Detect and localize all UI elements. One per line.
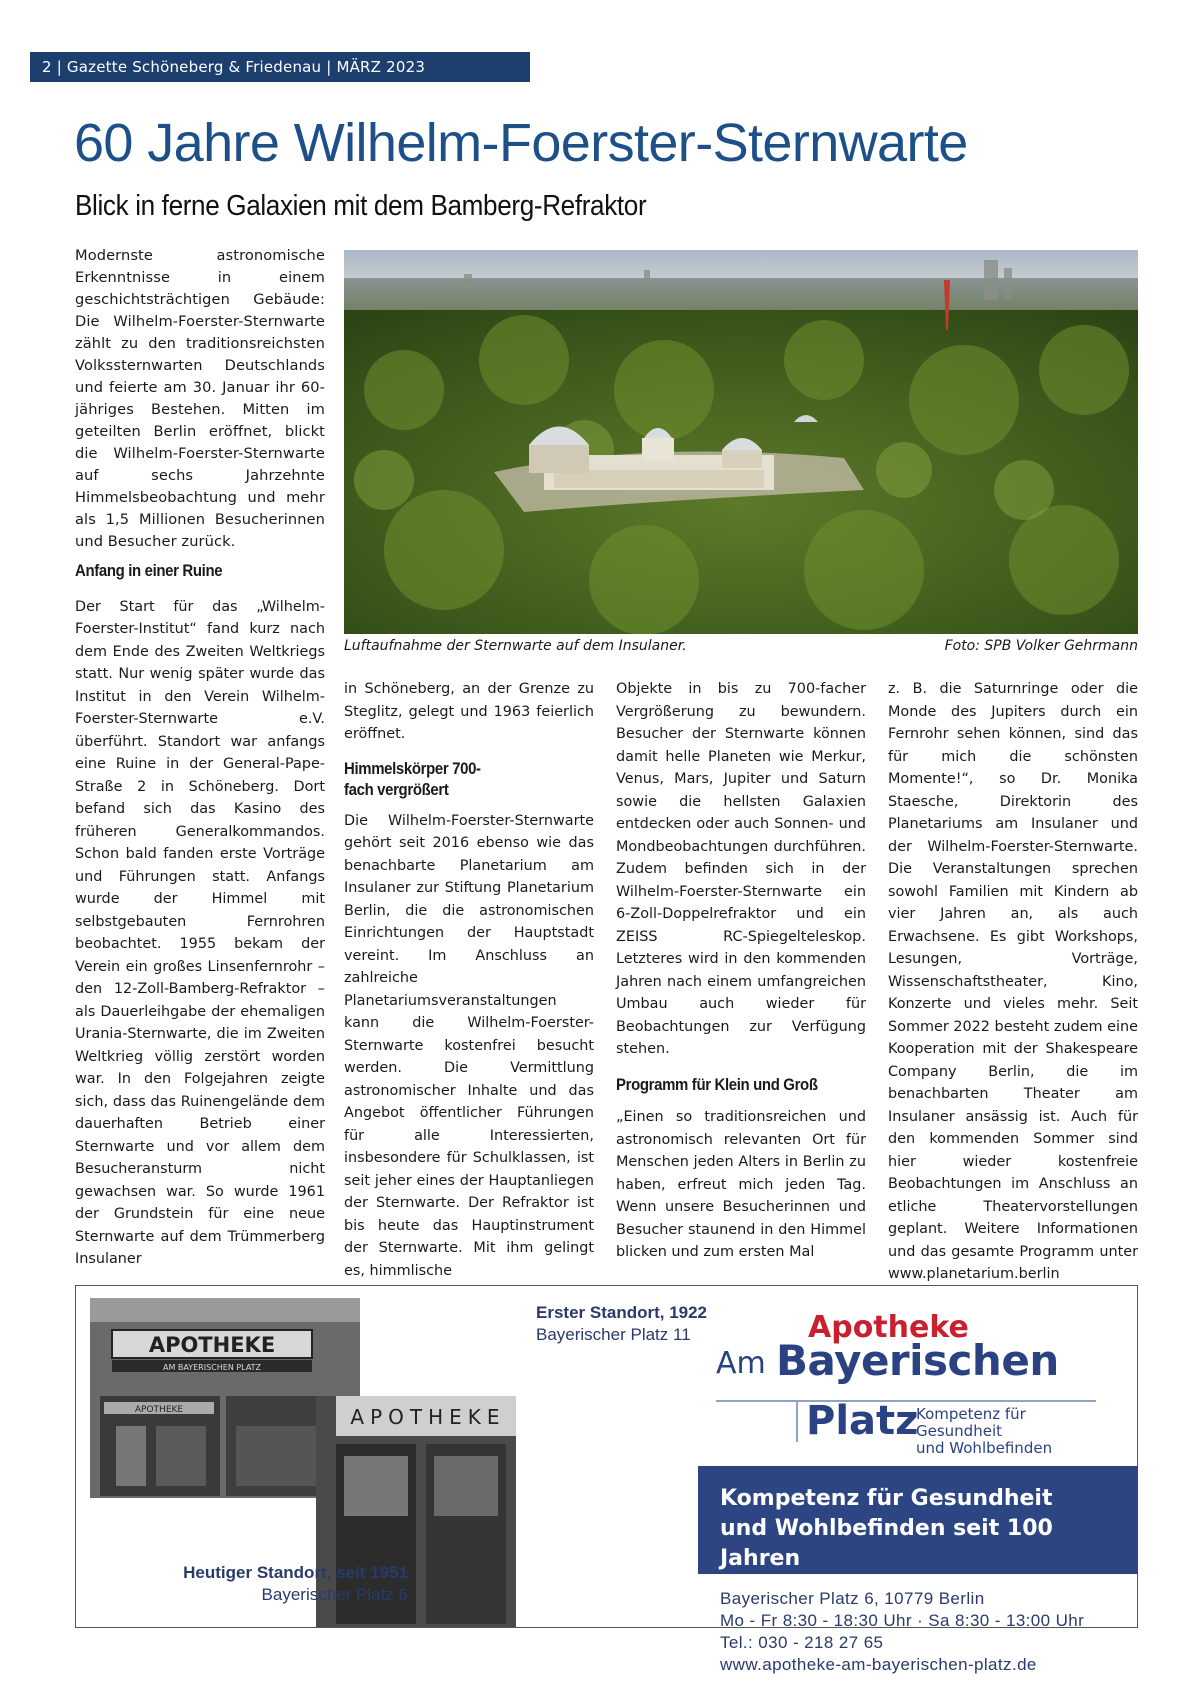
- logo-am: Am: [716, 1346, 766, 1381]
- old-sign-text: APOTHEKE: [148, 1333, 276, 1357]
- ad-phone: Tel.: 030 - 218 27 65: [720, 1633, 884, 1652]
- column-2-text-b: Die Wilhelm-Foerster-Sternwarte gehört seit 2016 ebenso wie das benachbarte Planetarium am Insulaner zur Stiftung Planetarium Berlin, die die astronomischen Einrichtungen der Hauptstadt vereint. Im Anschluss an zahlreiche Planetariumsveranstaltungen kann die Wilhelm-Foerster-Sternwarte kostenfrei besucht werden. Die Vermittlung astronomischer Inhalte und das Angebot öffentlicher Führungen für alle Interessierten, insbesondere für Schulklassen, ist seit jeher eines der Hauptanliegen der Sternwarte. Der Refraktor ist bis heute das Hauptinstrument der Sternwarte. Mit ihm gelingt es, himmlische: [344, 812, 594, 1279]
- column-2: [344, 678, 594, 1282]
- photo-caption-row: [344, 638, 1138, 654]
- logo-tagline: [916, 1406, 1116, 1457]
- section-heading-himmelskoerper: [344, 758, 564, 800]
- current-location-title: Heutiger Standort, seit 1951: [183, 1563, 408, 1582]
- current-location-label: [88, 1562, 408, 1606]
- ad-address: Bayerischer Platz 6, 10779 Berlin: [720, 1589, 985, 1608]
- banner-line-2: und Wohlbefinden seit 100 Jahren: [720, 1516, 1053, 1571]
- ad-hours: Mo - Fr 8:30 - 18:30 Uhr · Sa 8:30 - 13:00 Uhr: [720, 1611, 1085, 1630]
- section-heading-programm: Programm für Klein und Groß: [616, 1074, 818, 1094]
- current-location-address: Bayerischer Platz 6: [261, 1585, 408, 1604]
- article-title: 60 Jahre Wilhelm-Foerster-Sternwarte: [74, 113, 968, 173]
- logo-tagline-2: und Wohlbefinden: [916, 1439, 1053, 1457]
- section-heading-himmelskoerper-l1: Himmelskörper 700-: [344, 758, 481, 778]
- observatory-aerial-image: [344, 250, 1138, 634]
- pharmacy-advertisement: [75, 1285, 1138, 1674]
- column-1-text: Der Start für das „Wilhelm-Foerster-Institut“ fand kurz nach dem Ende des Zweiten Weltkriegs statt. Nur wenig später wurde das Institut in den Verein Wilhelm-Foerster-Sternwarte e.V. überführt. Standort war anfangs eine Ruine in der General-Pape-Straße 2 in Schöneberg. Dort befand sich das Kasino des früheren Generalkommandos. Schon bald fanden erste Vorträge und Führungen statt. Anfangs wurde der Himmel mit selbstgebauten Fernrohren beobachtet. 1955 bekam der Verein ein großes Linsenfernrohr – den 12-Zoll-Bamberg-Refraktor – als Dauerleihgabe der ehemaligen Urania-Sternwarte, die im Zweiten Weltkrieg völlig zerstört worden war. In den Folgejahren zeigte sich, dass das Ruinengelände dem dauerhaften Betrieb einer Sternwarte und vor allem dem Besucheransturm nicht gewachsen war. So wurde 1961 der Grundstein für eine neue Sternwarte auf dem Trümmerberg Insulaner: [75, 598, 325, 1267]
- ad-contact: [720, 1588, 1084, 1676]
- column-3-text-b: „Einen so traditionsreichen und astronomisch relevanten Ort für Menschen jeden Alters in Berlin zu haben, erfreut mich jeden Tag. Wenn unsere Besucherinnen und Besucher staunend in den Himmel blicken und zum ersten Mal: [616, 1109, 866, 1260]
- old-sign-sub: AM BAYERISCHEN PLATZ: [162, 1363, 262, 1372]
- column-1: [75, 560, 325, 1271]
- article-subtitle: Blick in ferne Galaxien mit dem Bamberg-Refraktor: [75, 190, 647, 222]
- column-2-text-a: in Schöneberg, an der Grenze zu Steglitz, gelegt und 1963 feierlich eröffnet.: [344, 681, 594, 742]
- ad-banner: [698, 1466, 1138, 1574]
- logo-platz: Platz: [806, 1398, 919, 1444]
- logo-apotheke: Apotheke: [808, 1310, 969, 1345]
- ad-website[interactable]: www.apotheke-am-bayerischen-platz.de: [720, 1655, 1037, 1674]
- first-location-title: Erster Standort, 1922: [536, 1303, 708, 1322]
- pharmacy-logo: [716, 1300, 1116, 1457]
- column-4-text: z. B. die Saturnringe oder die Monde des Jupiters durch ein Fernrohr sehen können, sind das für mich die schönsten Momente!“, so Dr. Monika Staesche, Direktorin des Planetariums am Insulaner und der Wilhelm-Foerster-Sternwarte. Die Veranstaltungen sprechen sowohl Familien mit Kindern ab vier Jahren an, als auch Erwachsene. Es gibt Workshops, Lesungen, Vorträge, Wissenschaftstheater, Kino, Konzerte und vieles mehr. Seit Sommer 2022 besteht zudem eine Kooperation mit der Shakespeare Company Berlin, die im benachbarten Theater am Insulaner ansässig ist. Auch für den kommenden Sommer sind hier wieder kostenfreie Beobachtungen im Anschluss an etliche Theatervorstellungen geplant. Weitere Informationen und das gesamte Programm unter www.planetarium.berlin: [888, 681, 1138, 1282]
- new-facade-text: APOTHEKE: [350, 1405, 506, 1429]
- photo-caption: Luftaufnahme der Sternwarte auf dem Insulaner.: [344, 638, 687, 654]
- section-heading-anfang: Anfang in einer Ruine: [75, 561, 223, 580]
- old-window-sign: APOTHEKE: [134, 1405, 184, 1415]
- running-head: [0, 0, 530, 82]
- column-3-text-a: Objekte in bis zu 700-facher Vergrößerung zu bewundern. Besucher der Sternwarte können damit helle Planeten wie Merkur, Venus, Mars, Jupiter und Saturn sowie die hellsten Galaxien entdecken oder auch Sonnen- und Mondbeobachtungen durchführen. Zudem befinden sich in der Wilhelm-Foerster-Sternwarte ein 6-Zoll-Doppelrefraktor und ein ZEISS RC-Spiegelteleskop. Letzteres wird in den kommenden Jahren nach einem umfangreichen Umbau auch wieder für Beobachtungen zur Verfügung stehen.: [616, 681, 866, 1057]
- logo-bayerischen: Bayerischen: [776, 1336, 1059, 1385]
- banner-line-1: Kompetenz für Gesundheit: [720, 1486, 1053, 1511]
- aerial-photo: [344, 250, 1138, 634]
- section-heading-himmelskoerper-l2: fach vergrößert: [344, 779, 449, 799]
- first-location-label: [536, 1302, 707, 1346]
- column-3: [616, 678, 866, 1264]
- column-4: [888, 678, 1138, 1286]
- logo-tagline-1: Kompetenz für Gesundheit: [916, 1405, 1026, 1440]
- photo-credit: Foto: SPB Volker Gehrmann: [944, 638, 1138, 654]
- running-head-label: 2 | Gazette Schöneberg & Friedenau | MÄRZ 2023: [30, 52, 530, 82]
- logo-rule-vertical: [796, 1400, 798, 1442]
- first-location-address: Bayerischer Platz 11: [536, 1325, 691, 1344]
- article-intro: Modernste astronomische Erkenntnisse in einem geschichtsträchtigen Gebäude: Die Wilhelm-Foerster-Sternwarte zählt zu den traditionsreichsten Volkssternwarten Deutschlands und feierte am 30. Januar ihr 60-jähriges Bestehen. Mitten im geteilten Berlin eröffnet, blickt die Wilhelm-Foerster-Sternwarte auf sechs Jahrzehnte Himmelsbeobachtung und mehr als 1,5 Millionen Besucherinnen und Besucher zurück.: [75, 247, 325, 550]
